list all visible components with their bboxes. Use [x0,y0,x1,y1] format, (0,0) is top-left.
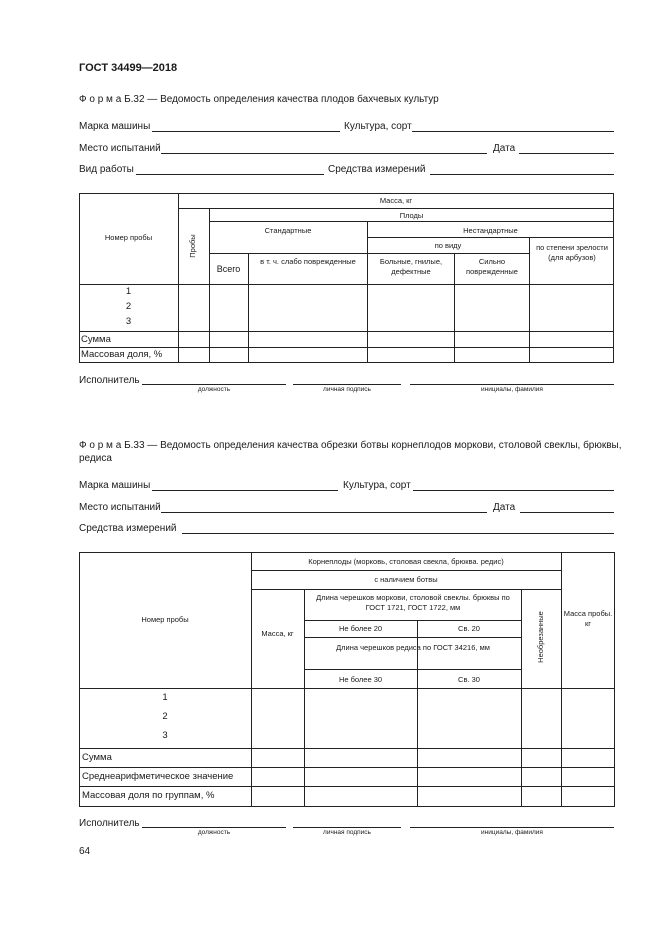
b32-fruits-header: Плоды [399,211,424,220]
b33-group-share-row: Массовая доля по группам, % [82,790,215,801]
b32-initials-input[interactable] [410,384,614,385]
b32-row-1: 1 [125,286,132,297]
b33-place-label: Место испытаний [79,502,161,513]
b33-col-sample: Номер пробы [141,615,189,624]
document-code: ГОСТ 34499—2018 [79,62,178,74]
b32-machine-input[interactable] [152,131,340,132]
b32-signature-caption: личная подпись [323,386,371,393]
b32-place-input[interactable] [161,153,487,154]
b32-nonstandard-header: Нестандартные [463,226,518,235]
b32-machine-label: Марка машины [79,121,151,132]
b33-position-caption: должность [197,829,231,836]
b33-signature-input[interactable] [293,827,401,828]
b32-ripeness-header: по степени зрелости (для арбузов) [536,243,608,262]
b32-initials-caption: инициалы, фамилия [481,386,543,393]
b33-roots-header: Корнеплоды (морковь, столовая свекла, брюква. редис) [308,557,504,566]
b32-means-input[interactable] [430,174,614,175]
b32-executor-label: Исполнитель [79,375,140,386]
b32-col-sample: Номер пробы [104,233,153,242]
form-b33-title-line2: редиса [79,453,112,464]
form-b33-title-line1: Б.33 — Ведомость определения качества обрезки ботвы корнеплодов моркови, столовой свеклы, брюквы, [124,440,622,451]
b32-slightly-damaged-header: в т. ч. слабо поврежденные [260,257,356,266]
b32-position-caption: должность [197,386,231,393]
b33-untrimmed-header: Необрезанные [536,611,545,663]
b32-total-header: Всего [216,264,241,274]
b32-standard-header: Стандартные [264,226,312,235]
b33-date-input[interactable] [520,512,614,513]
b33-mass-header: Масса, кг [261,629,294,638]
form-b33-title [79,440,622,452]
b32-col-probe: Пробы [188,234,197,258]
form-b32-title [79,94,439,106]
b33-place-input[interactable] [161,512,487,513]
b33-machine-label: Марка машины [79,480,151,491]
b32-sick-header: Больные, гнилые, дефектные [379,257,443,276]
b32-date-input[interactable] [519,153,614,154]
b32-by-type-header: по виду [434,241,462,250]
b32-row-2: 2 [125,301,132,312]
b33-row-1: 1 [162,692,168,703]
b32-row-3: 3 [125,316,132,327]
b33-over-30: Св. 30 [458,675,480,684]
b32-work-label: Вид работы [79,164,134,175]
b32-signature-input[interactable] [293,384,401,385]
b33-initials-caption: инициалы, фамилия [481,829,543,836]
b32-place-label: Место испытаний [79,143,161,154]
b33-with-tops-header: с наличием ботвы [374,575,438,584]
b33-signature-caption: личная подпись [323,829,371,836]
b33-means-label: Средства измерений [79,523,177,534]
b32-work-input[interactable] [136,174,324,175]
b33-over-20: Св. 20 [458,624,480,633]
b32-mass-share-row: Массовая доля, % [81,349,163,360]
b33-sample-mass-header: Масса пробы. кг [563,609,613,628]
b32-sum-row: Сумма [81,334,111,345]
b33-culture-label: Культура, сорт [343,480,411,491]
b32-culture-input[interactable] [412,131,614,132]
b32-means-label: Средства измерений [328,164,426,175]
b33-length-radish-header: Длина черешков редиса по ГОСТ 34216, мм [336,643,490,652]
b33-not-more-30: Не более 30 [338,675,383,684]
b33-mean-row: Среднеарифметическое значение [82,771,234,782]
b33-sum-row: Сумма [82,752,112,763]
b33-position-input[interactable] [142,827,286,828]
b33-date-label: Дата [493,502,516,513]
b33-not-more-20: Не более 20 [338,624,383,633]
b32-culture-label: Культура, сорт [344,121,412,132]
b33-machine-input[interactable] [152,490,338,491]
page-number: 64 [79,846,91,857]
b33-means-input[interactable] [182,533,614,534]
b32-position-input[interactable] [142,384,286,385]
b33-length-carrot-header: Длина черешков моркови, столовой свеклы. брюквы по ГОСТ 1721, ГОСТ 1722, мм [316,593,510,612]
b33-row-3: 3 [162,730,168,741]
b32-mass-header: Масса, кг [379,196,413,205]
form-b33-title-prefix: Ф о р м а [79,440,122,451]
form-b32-title-prefix: Ф о р м а [79,94,122,105]
b33-initials-input[interactable] [410,827,614,828]
form-b32-title-text: Б.32 — Ведомость определения качества плодов бахчевых культур [124,94,439,105]
b33-executor-label: Исполнитель [79,818,140,829]
b33-culture-input[interactable] [413,490,614,491]
b32-heavy-damaged-header: Сильно поврежденные [466,257,518,276]
b32-date-label: Дата [493,143,516,154]
b33-row-2: 2 [162,711,168,722]
